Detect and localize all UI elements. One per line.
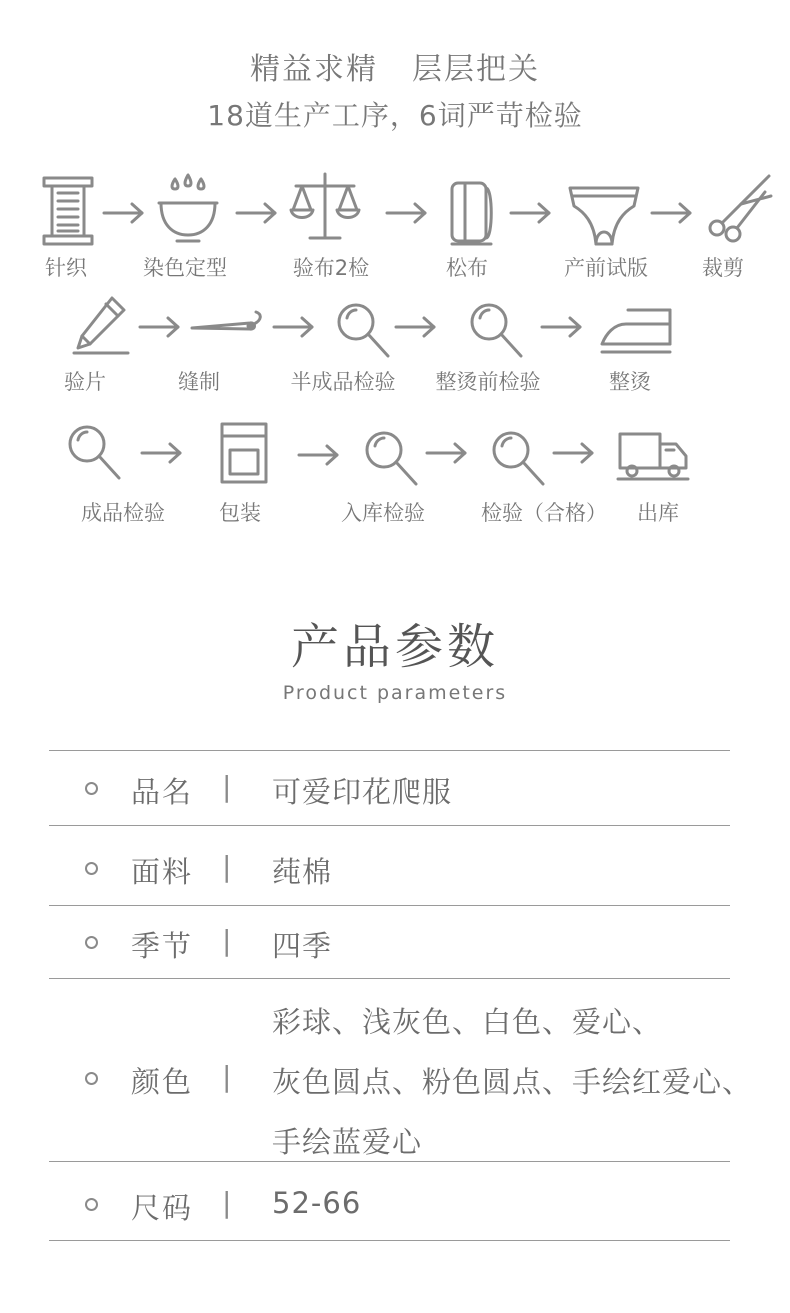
step-label: 成品检验 (81, 501, 165, 525)
param-key: 季节 (131, 929, 194, 963)
arrow-icon (650, 200, 694, 230)
magnifier-icon (334, 300, 392, 360)
step-label: 整烫前检验 (435, 370, 541, 394)
needle-icon (190, 310, 264, 340)
bullet-icon (85, 782, 98, 795)
arrow-icon (102, 200, 146, 230)
param-value: 莼棉 (272, 855, 333, 889)
step-label: 包装 (219, 501, 261, 525)
magnifier-icon (362, 428, 420, 488)
arrow-icon (138, 314, 182, 344)
param-separator: | (222, 924, 232, 957)
step-label: 出库 (637, 501, 679, 525)
headline-quality (0, 44, 790, 88)
param-separator: | (222, 1186, 232, 1219)
step-label: 入库检验 (341, 501, 425, 525)
param-value-line: 手绘蓝爱心 (272, 1125, 423, 1159)
balance-scale-icon (288, 170, 362, 244)
step-label: 整烫 (609, 370, 651, 394)
arrow-icon (425, 440, 469, 470)
param-value: 可爱印花爬服 (272, 775, 453, 809)
step-label: 松布 (446, 256, 488, 280)
iron-icon (598, 306, 674, 356)
divider (49, 825, 730, 826)
arrow-icon (272, 314, 316, 344)
param-key: 颜色 (131, 1065, 194, 1099)
step-label: 缝制 (178, 370, 220, 394)
param-key: 品名 (131, 775, 194, 809)
arrow-icon (385, 200, 429, 230)
package-box-icon (218, 420, 270, 486)
param-separator: | (222, 770, 232, 803)
arrow-icon (509, 200, 553, 230)
param-value: 四季 (272, 929, 333, 963)
bullet-icon (85, 1198, 98, 1211)
param-key: 面料 (131, 855, 194, 889)
section-title: 产品参数 (290, 619, 499, 675)
arrow-icon (552, 440, 596, 470)
arrow-icon (540, 314, 584, 344)
param-key: 尺码 (131, 1191, 194, 1225)
divider (49, 978, 730, 979)
step-label: 产前试版 (564, 256, 648, 280)
step-label: 验片 (64, 370, 106, 394)
param-value: 52-66 (272, 1186, 362, 1220)
magnifier-icon (467, 300, 525, 360)
headline-part-a: 精益求精 (250, 52, 378, 87)
headline-part-b: 层层把关 (412, 52, 540, 87)
arrow-icon (140, 440, 184, 470)
divider (49, 1240, 730, 1241)
param-separator: | (222, 850, 232, 883)
briefs-icon (566, 184, 642, 248)
scissors-icon (705, 170, 775, 244)
param-separator: | (222, 1060, 232, 1093)
step-label: 检验（合格） (481, 501, 607, 525)
step-label: 针织 (45, 256, 87, 280)
arrow-icon (297, 442, 341, 472)
arrow-icon (394, 314, 438, 344)
magnifier-icon (65, 422, 123, 482)
pencil-icon (72, 294, 132, 356)
step-label: 验布2检 (292, 256, 370, 280)
step-label: 裁剪 (702, 256, 744, 280)
fabric-roll-icon (447, 178, 497, 248)
bullet-icon (85, 1072, 98, 1085)
arrow-icon (235, 200, 279, 230)
step-label: 半成品检验 (290, 370, 396, 394)
section-subtitle: Product parameters (282, 682, 508, 704)
divider (49, 905, 730, 906)
spool-icon (40, 175, 96, 247)
divider (49, 1161, 730, 1162)
magnifier-icon (489, 428, 547, 488)
bullet-icon (85, 936, 98, 949)
headline-process-count: 18道生产工序，6词严苛检验 (207, 99, 583, 132)
truck-icon (616, 430, 690, 482)
dye-bowl-icon (155, 173, 221, 245)
step-label: 染色定型 (143, 256, 227, 280)
bullet-icon (85, 862, 98, 875)
param-value-line: 彩球、浅灰色、白色、爱心、 (272, 1005, 663, 1039)
param-value-line: 灰色圆点、粉色圆点、手绘红爱心、 (272, 1065, 753, 1099)
divider (49, 750, 730, 751)
